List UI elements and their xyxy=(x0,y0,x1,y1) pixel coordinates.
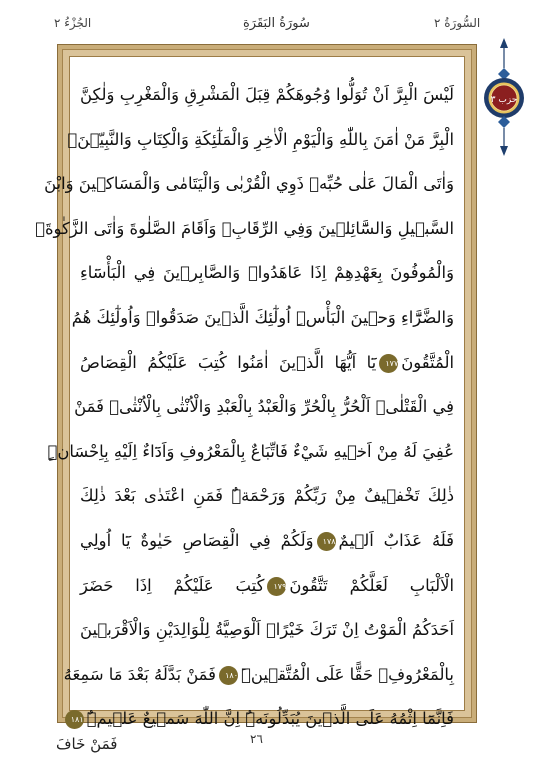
ayah-marker: ١٧٩ xyxy=(267,577,286,596)
surah-title: سُورَةُ البَقَرَةِ xyxy=(243,16,310,31)
verse-line xyxy=(80,608,454,653)
page-frame xyxy=(35,44,477,729)
verse-text: وَاٰتَى الْمَالَ عَلٰى حُبِّهٖ ذَوِي الْقُرْبٰى وَالْيَتَامٰى وَالْمَسَاكٖينَ وَابْنَ xyxy=(44,174,454,194)
verse-line xyxy=(67,118,454,163)
hizb-label: حزب ٣ xyxy=(490,95,518,105)
catchword: فَمَنْ خَافَ xyxy=(56,735,118,753)
verse-line xyxy=(80,519,454,564)
verse-text: ذٰلِكَ تَخْفٖيفٌ مِنْ رَبِّكُمْ وَرَحْمَةٌۜ فَمَنِ اعْتَدٰى بَعْدَ ذٰلِكَ xyxy=(80,486,454,506)
verse-line xyxy=(47,430,454,475)
hizb-ornament-icon xyxy=(483,36,525,158)
page-number: ٢٦ xyxy=(250,732,263,746)
verse-lines xyxy=(35,73,455,742)
surah-number-header: السُّورَةُ ٢ xyxy=(434,16,481,30)
ayah-marker: ١٧٧ xyxy=(379,354,398,373)
ayah-marker: ١٨٠ xyxy=(219,666,238,685)
verse-text: فَلَهُ عَذَابٌ اَلٖيمٌ xyxy=(338,530,455,550)
verse-text: بِالْمَعْرُوفِۚ حَقًّا عَلَى الْمُتَّقٖينَۜ xyxy=(241,664,454,684)
verse-line xyxy=(80,474,454,519)
verse-text: كُتِبَ عَلَيْكُمْ اِذَا حَضَرَ xyxy=(80,575,265,595)
verse-text: وَالضَّرَّٓاءِ وَحٖينَ الْبَأْسِۜ اُولٰٓئِكَ الَّذٖينَ صَدَقُواۜ وَاُولٰٓئِكَ هُمُ xyxy=(71,307,454,327)
juz-header: الجُزْءُ ٢ xyxy=(54,16,92,30)
verse-line xyxy=(80,564,454,609)
verse-line xyxy=(70,697,454,742)
verse-line xyxy=(80,251,454,296)
verse-line xyxy=(44,162,454,207)
verse-text: الْبِرَّ مَنْ اٰمَنَ بِاللّٰهِ وَالْيَوْمِ الْاٰخِرِ وَالْمَلٰٓئِكَةِ وَالْكِتَابِ وَالنَّبِيّٖنَۚ xyxy=(67,129,454,149)
text-area xyxy=(35,56,465,729)
verse-text: وَلَكُمْ فِي الْقِصَاصِ حَيٰوةٌ يَٓا اُولِي xyxy=(80,530,314,550)
verse-text: الْمُتَّقُونَ xyxy=(401,352,454,372)
verse-text: السَّبٖيلِ وَالسَّٓائِلٖينَ وَفِي الرِّقَابِۚ وَاَقَامَ الصَّلٰوةَ وَاٰتَى الزَّكٰوةَۚ xyxy=(35,218,454,238)
ayah-marker: ١٧٨ xyxy=(317,532,336,551)
verse-line xyxy=(80,341,454,386)
verse-text: الْاَلْبَابِ لَعَلَّكُمْ تَتَّقُونَ xyxy=(289,575,454,595)
verse-text: فَمَنْ بَدَّلَهُ بَعْدَ مَا سَمِعَهُ xyxy=(63,664,216,684)
verse-text: عُفِيَ لَهُ مِنْ اَخٖيهِ شَيْءٌ فَاتِّبَاعٌ بِالْمَعْرُوفِ وَاَدَٓاءٌ اِلَيْهِ بِاِحْسَانٍۜ xyxy=(47,441,454,461)
verse-text: اَحَدَكُمُ الْمَوْتُ اِنْ تَرَكَ خَيْرًاۚ اَلْوَصِيَّةُ لِلْوَالِدَيْنِ وَالْاَقْرَبٖينَ xyxy=(80,620,454,640)
verse-text: فِي الْقَتْلٰىۜ اَلْحُرُّ بِالْحُرِّ وَالْعَبْدُ بِالْعَبْدِ وَالْاُنْثٰى بِالْاُنْثٰىۜ فَمَنْ xyxy=(74,397,454,417)
verse-text: وَالْمُوفُونَ بِعَهْدِهِمْ اِذَا عَاهَدُواۚ وَالصَّابِرٖينَ فِي الْبَأْسَٓاءِ xyxy=(80,263,454,283)
verse-text: لَيْسَ الْبِرَّ اَنْ تُوَلُّوا وُجُوهَكُمْ قِبَلَ الْمَشْرِقِ وَالْمَغْرِبِ وَلٰكِنَّ xyxy=(80,85,454,104)
verse-text: فَاِنَّمَٓا اِثْمُهُ عَلَى الَّذٖينَ يُبَدِّلُونَهُۜ اِنَّ اللّٰهَ سَمٖيعٌ عَلٖيمٌۜ xyxy=(86,709,454,729)
verse-line xyxy=(74,385,454,430)
verse-text: يَٓا اَيُّهَا الَّذٖينَ اٰمَنُوا كُتِبَ عَلَيْكُمُ الْقِصَاصُ xyxy=(80,352,377,372)
verse-line xyxy=(35,207,454,252)
verse-line xyxy=(63,653,454,698)
verse-line xyxy=(71,296,454,341)
ayah-marker: ١٨١ xyxy=(65,710,84,729)
verse-line xyxy=(80,73,454,118)
